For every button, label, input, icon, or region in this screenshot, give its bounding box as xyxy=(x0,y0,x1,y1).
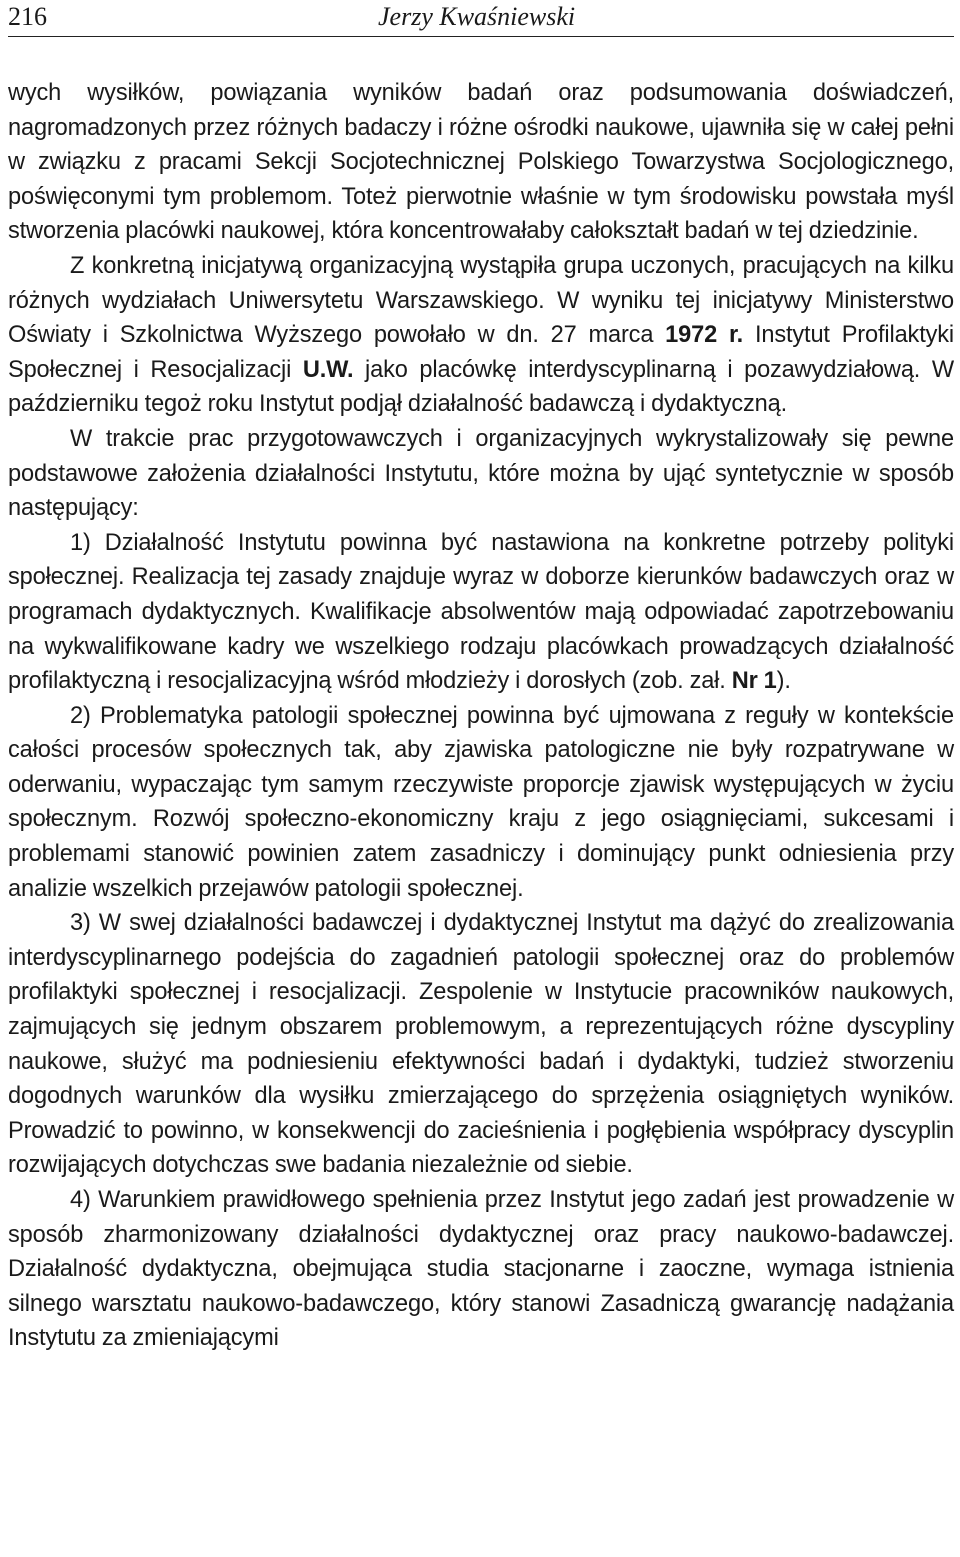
paragraph-text: ). xyxy=(776,668,791,695)
paragraph-point-3: 3) W swej działalności badawczej i dydaktycznej Instytut ma dążyć do zrealizowania interdyscyplinarnego podejścia do zagadnień patologii społecznej oraz do problemów profilaktyki społecznej i resocjalizacji. Zespolenie w Instytucie pracowników naukowych, zajmujących się jednym obszarem problemowym, a reprezentujących różne dyscypliny naukowe, służyć ma podniesieniu efektywności badań i dydaktyki, tudzież stworzeniu dogodnych warunków dla wysiłku zmierzającego do sprzężenia osiągniętych wyników. Prowadzić to powinno, w konsekwencji do zacieśnienia i pogłębienia współpracy dyscyplin rozwijających dotychczas swe badania niezależnie od siebie. xyxy=(8,910,954,1179)
page-number: 216 xyxy=(8,2,47,31)
paragraph-continuation: wych wysiłków, powiązania wyników badań oraz podsumowania doświadczeń, nagromadzonych przez różnych badaczy i różne ośrodki naukowe, ujawniła się w całej pełni w związku z pracami Sekcji Socjotechnicznej Polskiego Towarzystwa Socjologicznego, poświęconymi tym problemom. Toteż pierwotnie właśnie w tym środowisku powstała myśl stworzenia placówki naukowej, która koncentrowałaby całokształt badań w tej dziedzinie. xyxy=(8,80,954,245)
university-abbreviation: U.W. xyxy=(302,356,354,383)
page-header xyxy=(8,0,954,37)
body-text xyxy=(8,76,954,1356)
paragraph-point-2: 2) Problematyka patologii społecznej powinna być ujmowana z reguły w kontekście całości procesów społecznych tak, aby zjawiska patologiczne nie były rozpatrywane w oderwaniu, wypaczając tym samym rzeczywiste proporcje zjawisk występujących w życiu społecznym. Rozwój społeczno-ekonomiczny kraju z jego osiągnięciami, sukcesami i problemami stanowić powinien zatem zasadniczy i dominujący punkt odniesienia przy analizie wszelkich przejawów patologii społecznej. xyxy=(8,702,954,902)
paragraph-point-4: 4) Warunkiem prawidłowego spełnienia przez Instytut jego zadań jest prowadzenie w sposób zharmonizowany działalności dydaktycznej oraz pracy naukowo-badawczej. Działalność dydaktyczna, obejmująca studia stacjonarne i zaoczne, wymaga istnienia silnego warsztatu naukowo-badawczego, który stanowi Zasadniczą gwarancję nadążania Instytutu za zmieniającymi xyxy=(8,1187,954,1352)
founding-year: 1972 r. xyxy=(665,322,744,349)
paragraph-text: Z konkretną inicjatywą organizacyjną wystąpiła grupa uczonych, pracujących na kilku różnych wydziałach Uniwersytetu Warszawskiego. W wyniku tej inicjatywy Ministerstwo Oświaty i Szkolnictwa Wyższego powołało w dn. 27 marca xyxy=(8,252,954,349)
paragraph-text: 1) Działalność Instytutu powinna być nastawiona na konkretne potrzeby polityki społecznej. Realizacja tej zasady znajduje wyraz w doborze kierunków badawczych oraz w programach dydaktycznych. Kwalifikacje absolwentów mają odpowiadać zapotrzebowaniu na wykwalifikowane kadry we wszelkiego rodzaju placówkach prowadzących działalność profilaktyczną i resocjalizacyjną wśród młodzieży i dorosłych (zob. zał. xyxy=(8,529,954,695)
attachment-reference: Nr 1 xyxy=(731,668,777,695)
paragraph-assumptions-intro: W trakcie prac przygotowawczych i organizacyjnych wykrystalizowały się pewne podstawowe założenia działalności Instytutu, które można by ująć syntetycznie w sposób następujący: xyxy=(8,425,954,522)
paragraph-institute-founding xyxy=(8,249,954,422)
paragraph-point-1 xyxy=(8,526,954,699)
paragraph-text: Instytut Profilaktyki Społecznej i Resocjalizacji xyxy=(8,322,954,383)
book-page xyxy=(8,0,954,1557)
paragraph-text: jako placówkę interdyscyplinarną i pozawydziałową. W październiku tegoż roku Instytut podjął działalność badawczą i dydaktyczną. xyxy=(8,356,954,418)
running-head-author: Jerzy Kwaśniewski xyxy=(378,2,576,31)
